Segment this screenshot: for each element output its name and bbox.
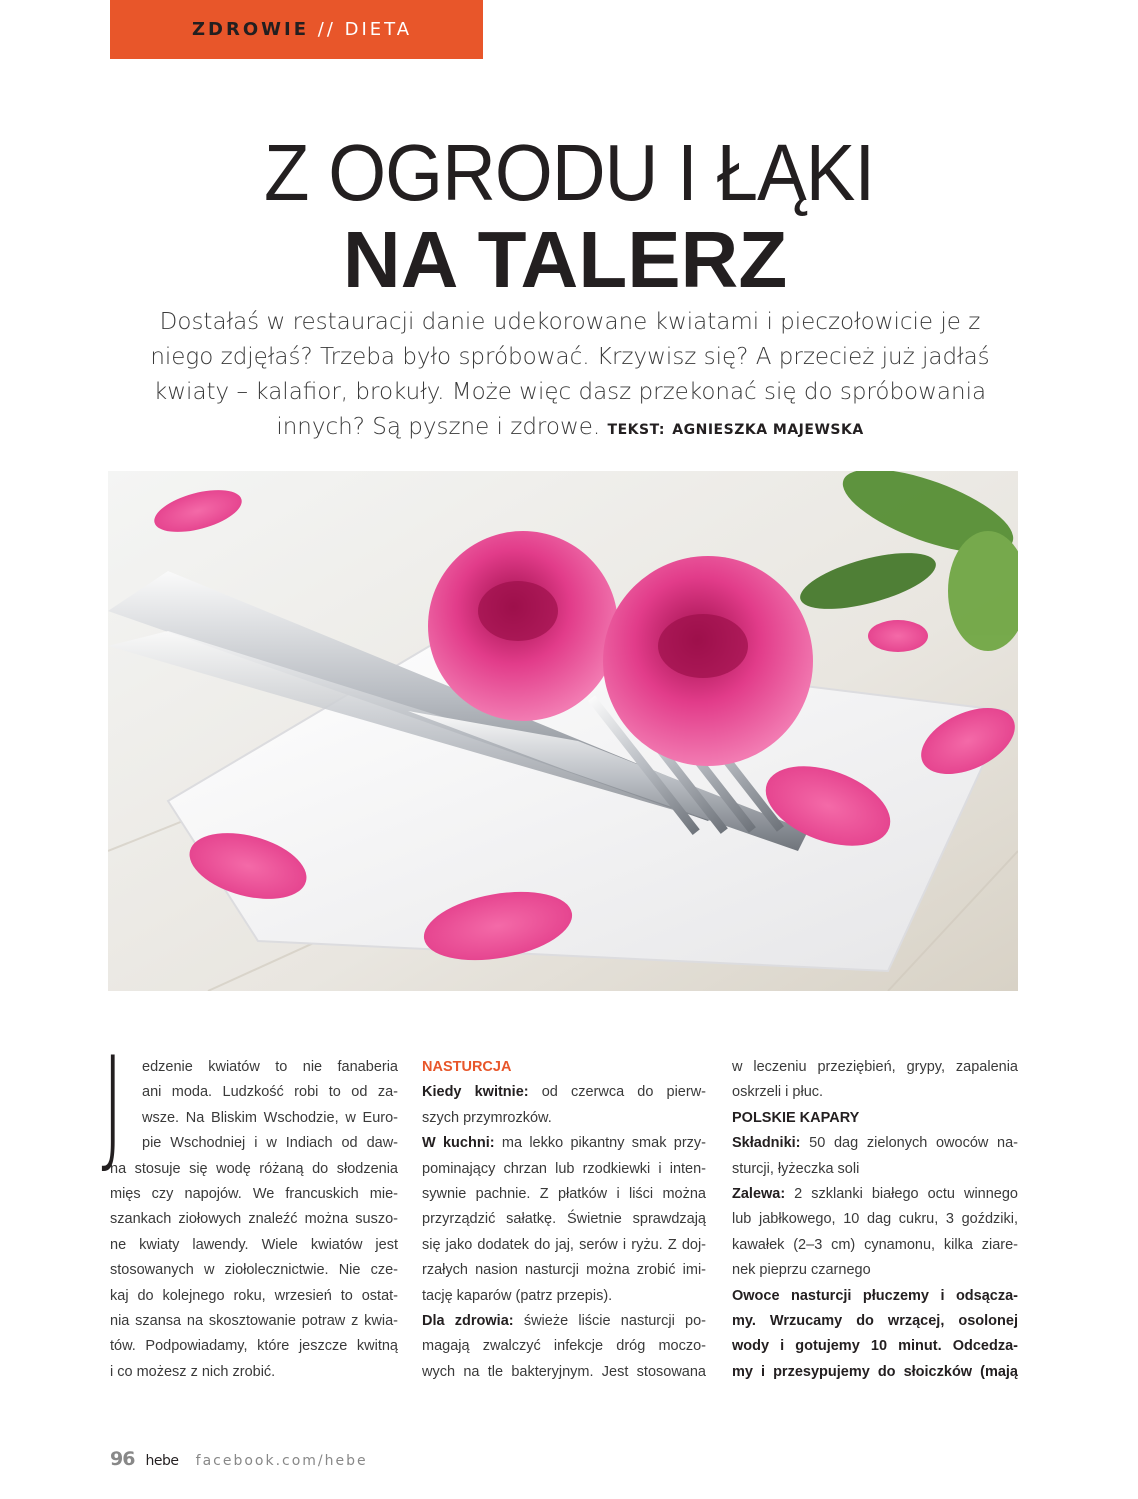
- title-line1: [0, 128, 1138, 218]
- section-primary: ZDROWIE: [192, 19, 310, 40]
- text-line: my i przesypujemy do słoiczków (mają: [732, 1363, 1018, 1380]
- column-nasturcja: [422, 1055, 706, 1385]
- byline-author: AGNIESZKA MAJEWSKA: [672, 422, 864, 438]
- text-line: [732, 1182, 1018, 1207]
- byline-label: TEKST:: [607, 422, 665, 438]
- text-line: [422, 1309, 706, 1334]
- lead-text: Dostałaś w restauracji danie udekorowane kwiatami i pieczołowicie je z niego zdjęłaś? Trzeba było spróbować. Krzywisz się? A przecież już jadłaś kwiaty – kalafior, brokuły. Może więc dasz przekonać się do spróbowania innych? Są pyszne i zdrowe.: [150, 309, 990, 440]
- section-heading-kapary: POLSKIE KAPARY: [732, 1109, 860, 1126]
- lead-paragraph: [150, 305, 990, 448]
- magazine-logo: hebe: [145, 1453, 179, 1469]
- text-line: nia szansa na skosztowanie potraw z kwia-: [110, 1313, 398, 1330]
- label-brine: Zalewa:: [732, 1186, 786, 1203]
- section-secondary: DIETA: [344, 19, 413, 40]
- text-line: i co możesz z nich zrobić.: [110, 1363, 276, 1380]
- label-kitchen: W kuchni:: [422, 1135, 495, 1152]
- text-span: 2 szklanki białego octu winnego: [785, 1186, 1018, 1203]
- text-line: my. Wrzucamy do wrzącej, osolonej: [732, 1313, 1018, 1330]
- text-line: pominający chrzan lub rzodkiewki i inten-: [422, 1160, 706, 1177]
- column-intro: [101, 1030, 398, 1385]
- text-line: Owoce nasturcji płuczemy i odsącza-: [732, 1287, 1018, 1304]
- text-line: [732, 1131, 1018, 1156]
- text-line: ne kwiaty lawendy. Wiele kwiatów jest: [110, 1236, 398, 1253]
- text-line: kaj do kolejnego roku, wrzesień to ostat-: [110, 1287, 398, 1304]
- page-footer: [110, 1448, 368, 1470]
- text-line: sturcji, łyżeczka soli: [732, 1160, 860, 1177]
- text-line: wsze. Na Bliskim Wschodzie, w Euro-: [142, 1109, 398, 1126]
- text-line: kawałek (2–3 cm) cynamonu, kilka ziare-: [732, 1236, 1018, 1253]
- text-line: przyrządzić sałatkę. Świetnie sprawdzają: [422, 1211, 706, 1228]
- drop-cap: J: [101, 1030, 125, 1179]
- label-ingredients: Składniki:: [732, 1135, 801, 1152]
- label-bloom: Kiedy kwitnie:: [422, 1084, 529, 1101]
- text-line: ani moda. Ludzkość robi to od za-: [142, 1084, 398, 1101]
- text-line: tów. Podpowiadamy, które jeszcze kwitną: [110, 1338, 398, 1355]
- text-line: rzałych nasion nasturcji można zrobić imi-: [422, 1262, 706, 1279]
- title-line2: NA TALERZ: [342, 215, 788, 304]
- text-line: mięs czy napojów. We francuskich mie-: [110, 1186, 398, 1203]
- column-kapary: [732, 1055, 1018, 1385]
- title-line1-text: Z OGRODU I ŁĄKI: [263, 128, 875, 217]
- text-line: szankach ziołowych znaleźć można suszo-: [110, 1211, 398, 1228]
- hero-photo: [108, 471, 1018, 991]
- text-line: stosowanych w ziołolecznictwie. Nie cze-: [110, 1262, 398, 1279]
- text-line: wody i gotujemy 10 minut. Odcedza-: [732, 1338, 1018, 1355]
- facebook-link[interactable]: facebook.com/hebe: [195, 1453, 368, 1469]
- text-span: 50 dag zielonych owoców na-: [800, 1135, 1018, 1152]
- text-line: [422, 1131, 706, 1156]
- section-heading-nasturcja: NASTURCJA: [422, 1059, 512, 1075]
- text-line: się jako dodatek do jaj, serów i ryżu. Z doj-: [422, 1236, 706, 1253]
- text-span: ma lekko pikantny smak przy-: [494, 1135, 706, 1152]
- text-line: na stosuje się wodę różaną do słodzenia: [110, 1160, 398, 1177]
- section-separator: //: [317, 19, 336, 40]
- text-line: wych na tle bakteryjnym. Jest stosowana: [422, 1363, 706, 1380]
- text-span: świeże liście nasturcji po-: [513, 1313, 706, 1330]
- text-line: oskrzeli i płuc.: [732, 1084, 824, 1101]
- text-span: od czerwca do pierw-: [528, 1084, 706, 1101]
- page-number: 96: [110, 1448, 135, 1470]
- text-line: pie Wschodniej i w Indiach od daw-: [142, 1135, 398, 1152]
- section-tag: [110, 0, 483, 59]
- text-line: lub jabłkowego, 10 dag cukru, 3 goździki,: [732, 1211, 1018, 1228]
- label-health: Dla zdrowia:: [422, 1313, 514, 1330]
- text-line: nek pieprzu czarnego: [732, 1262, 871, 1279]
- text-line: tację kaparów (patrz przepis).: [422, 1287, 613, 1304]
- text-line: magają zwalczyć infekcje dróg moczo-: [422, 1338, 706, 1355]
- text-line: sywnie pachnie. Z płatków i liści można: [422, 1186, 706, 1203]
- text-line: szych przymrozków.: [422, 1109, 552, 1126]
- text-line: [422, 1080, 706, 1105]
- text-line: w leczeniu przeziębień, grypy, zapalenia: [732, 1059, 1018, 1075]
- text-line: edzenie kwiatów to nie fanaberia: [142, 1059, 398, 1075]
